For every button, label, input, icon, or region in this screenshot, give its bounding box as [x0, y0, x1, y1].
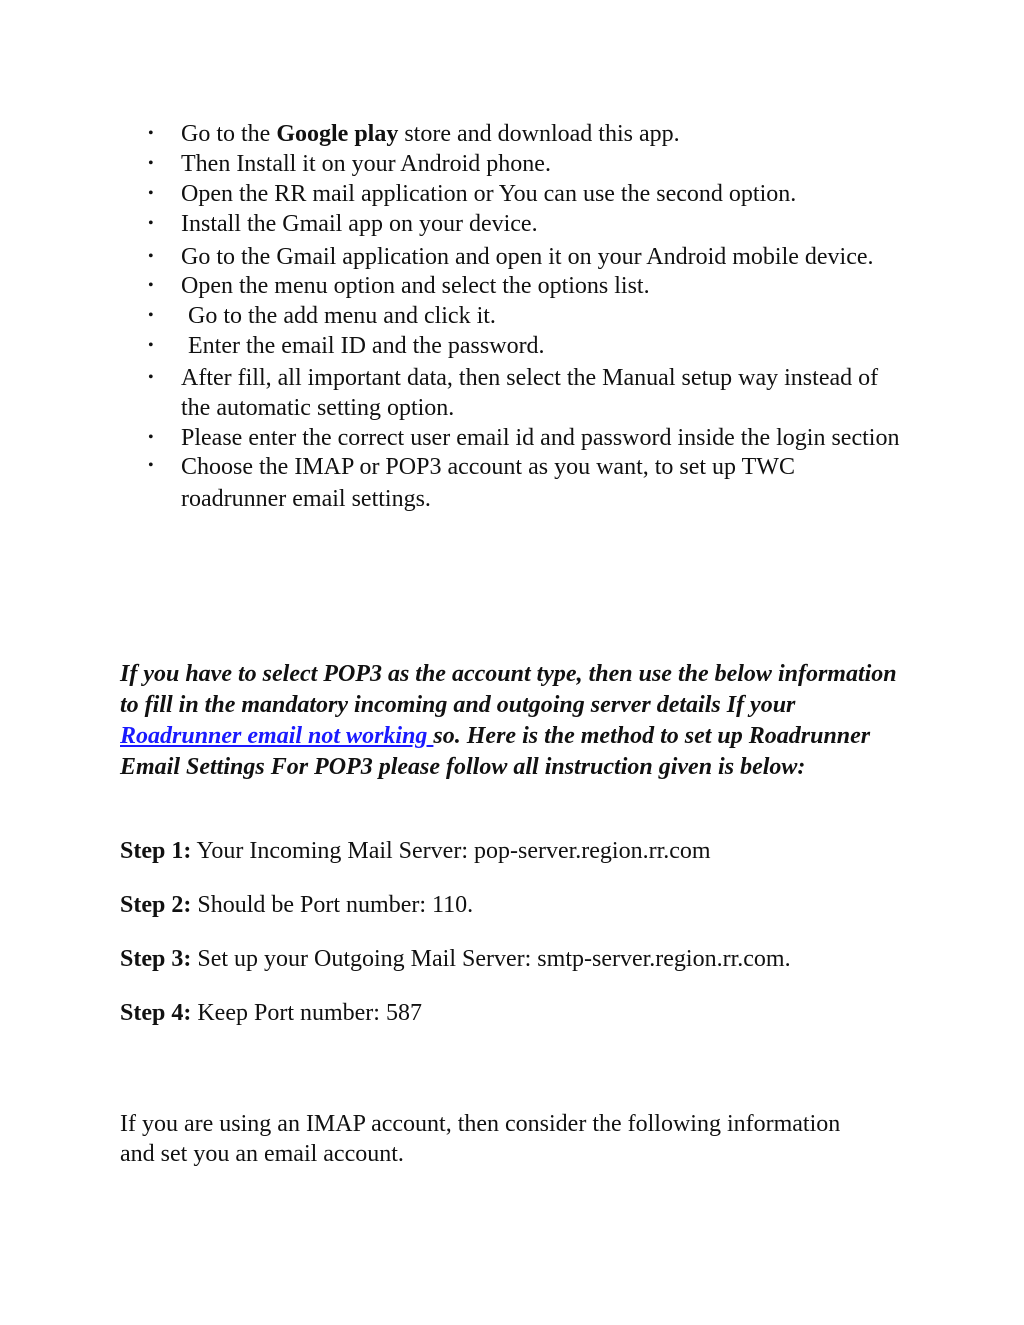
- bullet-icon: •: [148, 215, 154, 232]
- list-item: • Go to the Gmail application and open it on your Android mobile device.: [148, 244, 874, 270]
- bullet-icon: •: [148, 277, 154, 294]
- step-3: Step 3: Set up your Outgoing Mail Server: smtp-server.region.rr.com.: [120, 946, 791, 972]
- pop3-intro-paragraph: If you have to select POP3 as the account type, then use the below information to fill in the mandatory incoming and outgoing server details If your Roadrunner email not working so. Here is the method to set up Roadrunner Email Settings For POP3 please follow all instruction given is below:: [120, 661, 897, 780]
- step-1: Step 1: Your Incoming Mail Server: pop-server.region.rr.com: [120, 838, 711, 864]
- list-item: • Open the menu option and select the options list.: [148, 273, 650, 299]
- list-item: • Open the RR mail application or You can use the second option.: [148, 181, 797, 207]
- list-item: • Go to the add menu and click it.: [148, 303, 496, 329]
- bullet-icon: •: [148, 369, 154, 386]
- list-item: • Choose the IMAP or POP3 account as you want, to set up TWC roadrunner email settings.: [148, 451, 881, 515]
- bullet-icon: •: [148, 457, 154, 474]
- bullet-icon: •: [148, 337, 154, 354]
- list-item: • Then Install it on your Android phone.: [148, 151, 551, 177]
- list-item: • Enter the email ID and the password.: [148, 333, 545, 359]
- bullet-icon: •: [148, 307, 154, 324]
- bullet-icon: •: [148, 155, 154, 172]
- bullet-icon: •: [148, 248, 154, 265]
- imap-outro-paragraph: If you are using an IMAP account, then consider the following information and set you an email account.: [120, 1111, 841, 1167]
- bullet-icon: •: [148, 125, 154, 142]
- google-play-bold: Google play: [276, 121, 399, 147]
- bullet-icon: •: [148, 185, 154, 202]
- list-item: • Install the Gmail app on your device.: [148, 211, 538, 237]
- list-item: • After fill, all important data, then select the Manual setup way instead of the automatic setting option.: [148, 365, 879, 421]
- instruction-list: [148, 119, 928, 515]
- step-2: Step 2: Should be Port number: 110.: [120, 892, 474, 918]
- step-4: Step 4: Keep Port number: 587: [120, 1000, 422, 1026]
- bullet-icon: •: [148, 429, 154, 446]
- list-item: • Please enter the correct user email id and password inside the login section: [148, 425, 900, 451]
- list-item: • Go to the Google play store and download this app.: [148, 121, 680, 147]
- roadrunner-email-not-working-link[interactable]: Roadrunner email not working: [120, 723, 434, 749]
